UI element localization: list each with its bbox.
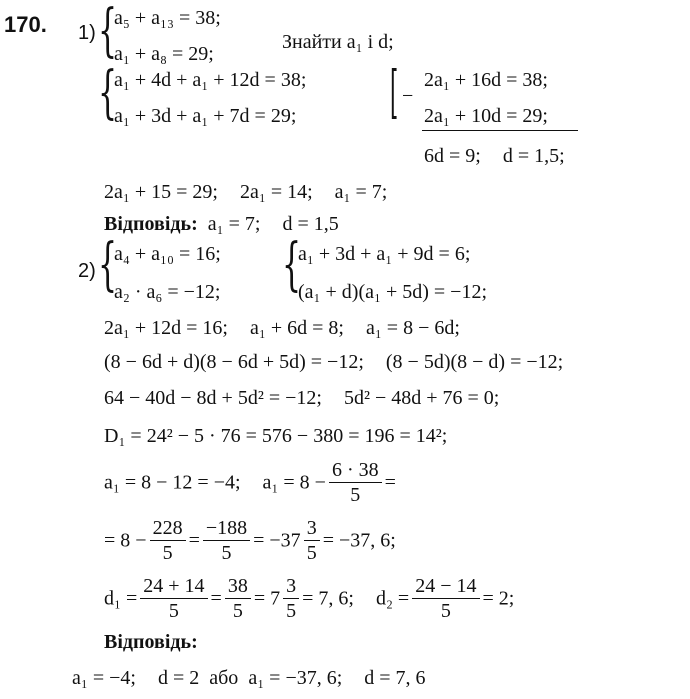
- p2-line1-c: a₁ = 8 − 6d;: [365, 317, 460, 339]
- p1-answer: [104, 212, 339, 236]
- p2-answer-b: d = 2: [157, 667, 200, 689]
- p2-line6: [104, 516, 396, 565]
- p1-sub-result: [424, 144, 565, 168]
- system-brace: {: [282, 232, 302, 299]
- p2-line2-a: (8 − 6d + d)(8 − 6d + 5d) = −12;: [104, 351, 364, 373]
- p2-line3-b: 5d² − 48d + 76 = 0;: [343, 387, 500, 409]
- fraction-denominator: 5: [440, 600, 451, 622]
- p2-discriminant: D₁ = 24² − 5 · 76 = 576 − 380 = 196 = 14²;: [104, 425, 448, 447]
- p2-line7-mid: = 7, 6;: [302, 587, 354, 610]
- p2-system1-eq1: a₄ + a₁₀ = 16;: [114, 243, 221, 265]
- p2-answer-or: або: [209, 667, 239, 689]
- equals-sign: =: [384, 471, 396, 494]
- fraction: [412, 574, 479, 623]
- fraction: [150, 516, 186, 565]
- p2-line5-b: a₁ = 8 −: [262, 471, 326, 494]
- p2-answer: [72, 666, 426, 690]
- p1-answer-a: a₁ = 7;: [207, 213, 261, 235]
- p1-system1-eq1: a₅ + a₁₃ = 38;: [114, 7, 221, 29]
- p1-line1-a: 2a₁ + 15 = 29;: [104, 181, 218, 203]
- p1-find-text: Знайти a₁ і d;: [282, 31, 394, 53]
- fraction: [283, 574, 299, 623]
- p1-system2-eq2: a₁ + 3d + a₁ + 7d = 29;: [114, 105, 297, 127]
- p2-system1-eq2: a₂ · a₆ = −12;: [114, 281, 221, 303]
- p2-line7-pre: d₁ =: [104, 587, 138, 610]
- problem-number: 170.: [4, 12, 47, 37]
- p2-line7-d2: d₂ =: [375, 587, 410, 610]
- p2-line5-a: a₁ = 8 − 12 = −4;: [104, 471, 241, 494]
- p2-line1-b: a₁ + 6d = 8;: [249, 317, 344, 339]
- part2-label: 2): [78, 260, 96, 282]
- fraction-denominator: 5: [306, 542, 317, 564]
- p1-minus-sign: −: [402, 85, 414, 107]
- fraction-denominator: 5: [221, 542, 232, 564]
- p1-line1-c: a₁ = 7;: [334, 181, 388, 203]
- p2-line7-end: = 2;: [482, 587, 515, 610]
- p1-sub-result-a: 6d = 9;: [424, 145, 481, 167]
- equals-sign: =: [188, 529, 200, 552]
- p2-line3-a: 64 − 40d − 8d + 5d² = −12;: [104, 387, 322, 409]
- p2-answer-label: Відповідь:: [104, 631, 198, 653]
- p2-line3: [104, 386, 499, 410]
- p1-line1: [104, 180, 387, 204]
- p2-line1-a: 2a₁ + 12d = 16;: [104, 317, 228, 339]
- p2-line7: [104, 574, 514, 623]
- p2-line6-post: = −37, 6;: [322, 529, 396, 552]
- equals-sign: =: [210, 587, 222, 610]
- fraction: [203, 516, 250, 565]
- p2-line6-mixed: = −37: [253, 529, 301, 552]
- p2-line2: [104, 350, 563, 374]
- p2-line5: [104, 458, 396, 507]
- system-brace: {: [98, 232, 118, 299]
- system-brace: {: [98, 60, 118, 127]
- p1-sub-eq1: 2a₁ + 16d = 38;: [424, 69, 548, 91]
- p2-line2-b: (8 − 5d)(8 − d) = −12;: [385, 351, 564, 373]
- fraction-numerator: −188: [203, 516, 250, 541]
- fraction-numerator: 38: [225, 574, 251, 599]
- p1-answer-b: d = 1,5: [282, 213, 339, 235]
- p2-answer-c: a₁ = −37, 6;: [248, 667, 343, 689]
- fraction: [140, 574, 207, 623]
- fraction-numerator: 24 − 14: [412, 574, 479, 599]
- p1-system1-eq2: a₁ + a₈ = 29;: [114, 43, 214, 65]
- fraction-denominator: 5: [162, 542, 173, 564]
- fraction-denominator: 5: [350, 484, 361, 506]
- p1-line1-b: 2a₁ = 14;: [239, 181, 313, 203]
- fraction-numerator: 228: [150, 516, 186, 541]
- fraction-numerator: 6 · 38: [329, 458, 382, 483]
- fraction-numerator: 3: [304, 516, 320, 541]
- answer-label: Відповідь:: [104, 213, 198, 235]
- fraction-denominator: 5: [286, 600, 297, 622]
- p2-line1: [104, 316, 460, 340]
- system-brace: [: [390, 60, 399, 127]
- p2-line6-pre: = 8 −: [104, 529, 147, 552]
- p1-sub-result-b: d = 1,5;: [502, 145, 565, 167]
- p2-system2-eq1: a₁ + 3d + a₁ + 9d = 6;: [298, 243, 471, 265]
- system-brace: {: [98, 0, 118, 65]
- p2-line7-mixed: = 7: [253, 587, 281, 610]
- fraction-numerator: 24 + 14: [140, 574, 207, 599]
- p2-answer-a: a₁ = −4;: [72, 667, 136, 689]
- fraction-denominator: 5: [232, 600, 243, 622]
- fraction: [304, 516, 320, 565]
- fraction-numerator: 3: [283, 574, 299, 599]
- fraction: [329, 458, 382, 507]
- p2-system2-eq2: (a₁ + d)(a₁ + 5d) = −12;: [298, 281, 488, 303]
- p1-sub-eq2: 2a₁ + 10d = 29;: [424, 105, 548, 127]
- fraction-denominator: 5: [168, 600, 179, 622]
- p1-system2-eq1: a₁ + 4d + a₁ + 12d = 38;: [114, 69, 307, 91]
- part1-label: 1): [78, 22, 96, 44]
- subtraction-rule: [422, 130, 578, 131]
- p2-answer-d: d = 7, 6: [364, 667, 426, 689]
- fraction: [225, 574, 251, 623]
